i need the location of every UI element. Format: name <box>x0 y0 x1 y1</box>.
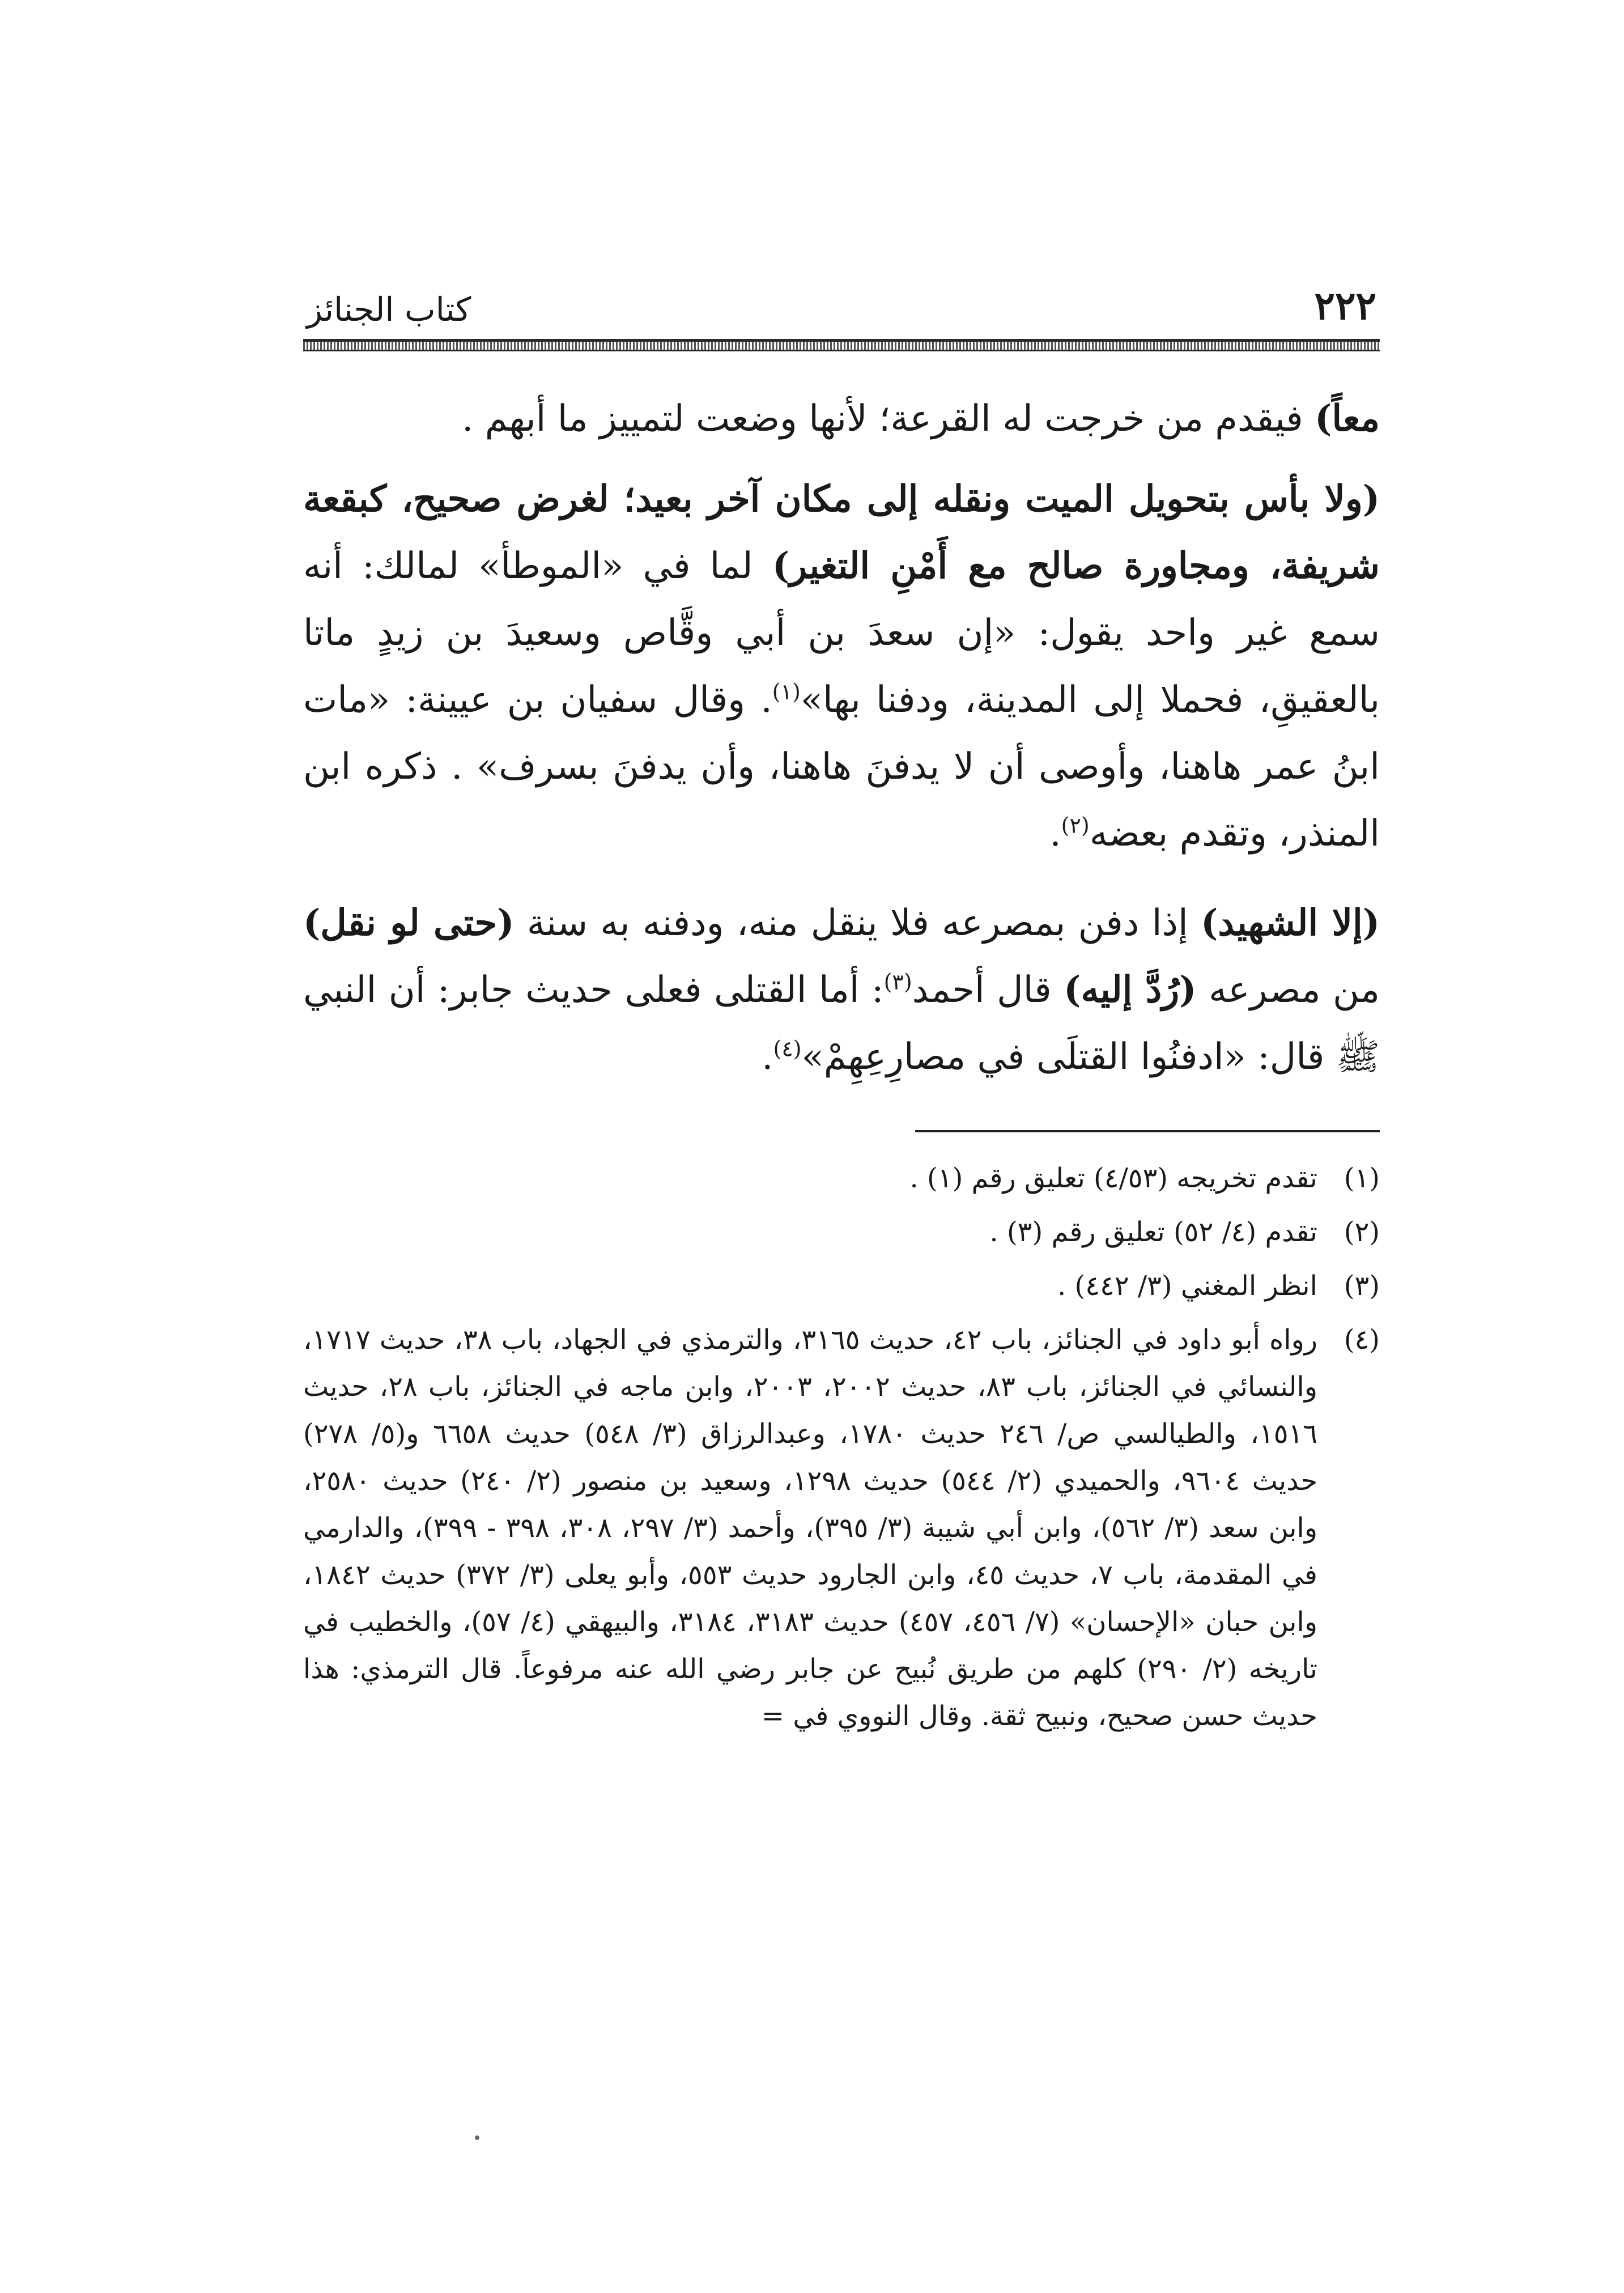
commentary-text: إذا دفن بمصرعه فلا ينقل منه، ودفنه به سنة <box>514 902 1201 944</box>
footnote-number: (١) <box>1344 1162 1380 1194</box>
paragraph-2 <box>303 466 1380 867</box>
footnote-marker[interactable]: (٣) <box>883 969 912 995</box>
book-title: كتاب الجنائز <box>307 290 471 329</box>
footnote-text: تقدم (٤/ ٥٢) تعليق رقم (٣) . <box>989 1216 1317 1248</box>
matn-text: معاً) <box>1315 397 1380 440</box>
matn-text: (إلا الشهيد) <box>1201 902 1380 944</box>
matn-text: (رُدَّ إليه) <box>1064 969 1197 1011</box>
commentary-text: . <box>762 1036 773 1078</box>
footnote-item <box>303 1263 1380 1310</box>
matn-text: (ولا بأس بتحويل الميت ونقله إلى مكان آخر بعيد؛ لغرض صحيح، كبقعة شريفة، ومجاورة صالح مع أَمْنِ التغير) <box>303 478 1380 587</box>
scan-speck <box>475 2135 479 2140</box>
header-rule <box>303 339 1380 351</box>
footnotes <box>303 1155 1380 1740</box>
footnote-number: (٣) <box>1344 1270 1380 1302</box>
main-text <box>303 385 1380 1090</box>
footnote-text: رواه أبو داود في الجنائز، باب ٤٢، حديث ٣١٦٥، والترمذي في الجهاد، باب ٣٨، حديث ١٧١٧، والنسائي في الجنائز، باب ٨٣، حديث ٢٠٠٢، ٢٠٠٣، وابن ماجه في الجنائز، باب ٢٨، حديث ١٥١٦، والطيالسي ص/ ٢٤٦ حديث ١٧٨٠، وعبدالرزاق (٣/ ٥٤٨) حديث ٦٦٥٨ و(٥/ ٢٧٨) حديث ٩٦٠٤، والحميدي (٢/ ٥٤٤) حديث ١٢٩٨، وسعيد بن منصور (٢/ ٢٤٠) حديث ٢٥٨٠، وابن سعد (٣/ ٥٦٢)، وابن أبي شيبة (٣/ ٣٩٥)، وأحمد (٣/ ٢٩٧، ٣٠٨، ٣٩٨ - ٣٩٩)، والدارمي في المقدمة، باب ٧، حديث ٤٥، وابن الجارود حديث ٥٥٣، وأبو يعلى (٣/ ٣٧٢) حديث ١٨٤٢، وابن حبان «الإحسان» (٧/ ٤٥٦، ٤٥٧) حديث ٣١٨٣، ٣١٨٤، والبيهقي (٤/ ٥٧)، والخطيب في تاريخه (٢/ ٢٩٠) كلهم من طريق نُبيح عن جابر رضي الله عنه مرفوعاً. قال الترمذي: هذا حديث حسن صحيح، ونبيح ثقة. وقال النووي في = <box>303 1324 1318 1732</box>
commentary-text: لما في «الموطأ» لمالك: أنه سمع غير واحد يقول: «إن سعدَ بن أبي وقَّاص وسعيدَ بن زيدٍ ماتا بالعقيقِ، فحملا إلى المدينة، ودفنا بها» <box>303 545 1380 721</box>
commentary-text: . <box>1049 813 1061 855</box>
footnote-separator <box>915 1130 1380 1132</box>
commentary-text: : أما القتلى فعلى حديث جابر: أن النبي ﷺ قال: «ادفنُوا القتلَى في مصارِعِهِمْ» <box>303 969 1380 1078</box>
footnote-item <box>303 1155 1380 1202</box>
footnote-number: (٢) <box>1344 1216 1380 1248</box>
footnote-marker[interactable]: (١) <box>772 679 801 704</box>
commentary-text: فيقدم من خرجت له القرعة؛ لأنها وضعت لتمييز ما أبهم . <box>462 398 1315 440</box>
footnote-text: انظر المغني (٣/ ٤٤٢) . <box>1057 1270 1317 1302</box>
paragraph-3 <box>303 890 1380 1090</box>
footnote-item <box>303 1317 1380 1740</box>
book-page <box>303 266 1380 1747</box>
commentary-text: . وقال سفيان بن عيينة: «مات ابنُ عمر هاهنا، وأوصى أن لا يدفنَ هاهنا، وأن يدفنَ بسرف» . ذكره ابن المنذر، وتقدم بعضه <box>303 679 1380 855</box>
commentary-text: قال أحمد <box>912 969 1064 1011</box>
commentary-text: من مصرعه <box>1196 969 1380 1011</box>
page-number: ٢٢٢ <box>1314 283 1376 329</box>
paragraph-1 <box>303 385 1380 452</box>
footnote-text: تقدم تخريجه (٤/٥٣) تعليق رقم (١) . <box>909 1162 1317 1194</box>
footnote-item <box>303 1209 1380 1256</box>
footnote-marker[interactable]: (٤) <box>773 1036 802 1061</box>
footnote-number: (٤) <box>1344 1324 1380 1356</box>
footnote-marker[interactable]: (٢) <box>1061 813 1090 838</box>
running-head <box>303 266 1380 329</box>
matn-text: (حتى لو نقل) <box>303 902 515 944</box>
